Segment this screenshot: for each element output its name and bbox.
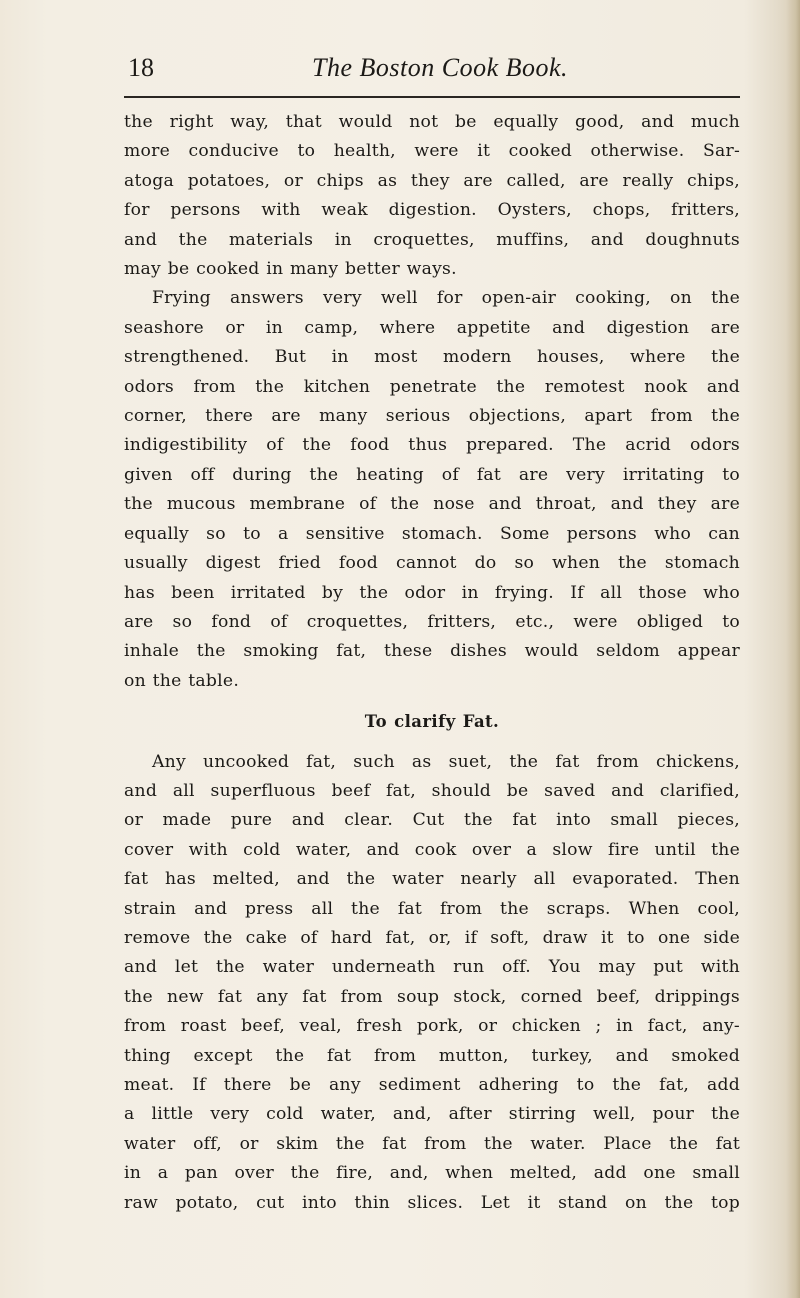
text-line: on the table.: [124, 670, 240, 691]
text-line: given off during the heating of fat are very irritating to: [124, 464, 740, 485]
text-line: indigestibility of the food thus prepared. The acrid odors: [124, 435, 740, 456]
text-line: may be cooked in many better ways.: [124, 259, 457, 280]
text-line: from roast beef, veal, fresh pork, or chicken ; in fact, any-: [124, 1016, 740, 1037]
text-line: the new fat any fat from soup stock, corned beef, drippings: [124, 986, 740, 1007]
text-line: cover with cold water, and cook over a slow fire until the: [124, 839, 740, 860]
text-line: fat has melted, and the water nearly all evaporated. Then: [124, 869, 740, 890]
text-line: remove the cake of hard fat, or, if soft, draw it to one side: [124, 927, 740, 948]
text-line: atoga potatoes, or chips as they are called, are really chips,: [124, 170, 740, 191]
text-line: Any uncooked fat, such as suet, the fat from chickens,: [152, 751, 740, 772]
running-title: The Boston Cook Book.: [312, 53, 569, 82]
text-line: the right way, that would not be equally good, and much: [124, 112, 740, 132]
text-line: strain and press all the fat from the scraps. When cool,: [124, 898, 740, 919]
text-line: has been irritated by the odor in frying. If all those who: [124, 582, 740, 603]
text-line: and all superfluous beef fat, should be saved and clarified,: [124, 780, 740, 801]
text-line: inhale the smoking fat, these dishes would seldom appear: [124, 641, 740, 662]
text-line: corner, there are many serious objections, apart from the: [124, 406, 740, 427]
text-line: and the materials in croquettes, muffins, and doughnuts: [124, 229, 740, 250]
page-number: 18: [128, 53, 154, 82]
text-line: or made pure and clear. Cut the fat into small pieces,: [124, 810, 740, 831]
text-line: seashore or in camp, where appetite and digestion are: [124, 317, 740, 338]
paragraph-frying-open-air: [124, 284, 752, 696]
text-line: and let the water underneath run off. You may put with: [124, 957, 740, 978]
text-line: are so fond of croquettes, fritters, etc., were obliged to: [124, 611, 740, 632]
text-line: equally so to a sensitive stomach. Some persons who can: [124, 523, 740, 544]
text-line: more conducive to health, were it cooked otherwise. Sar-: [124, 141, 740, 162]
header-rule: [124, 96, 740, 98]
text-line: for persons with weak digestion. Oysters, chops, fritters,: [124, 200, 740, 221]
text-line: Frying answers very well for open-air cooking, on the: [152, 288, 740, 309]
text-line: odors from the kitchen penetrate the remotest nook and: [124, 376, 740, 397]
body-text: [124, 108, 752, 1218]
text-line: thing except the fat from mutton, turkey, and smoked: [124, 1045, 740, 1066]
paragraph-frying-health: [124, 108, 752, 284]
section-heading: To clarify Fat.: [364, 712, 500, 732]
text-line: the mucous membrane of the nose and throat, and they are: [124, 494, 740, 515]
text-line: strengthened. But in most modern houses, where the: [124, 347, 740, 368]
text-line: meat. If there be any sediment adhering to the fat, add: [124, 1075, 740, 1095]
text-line: water off, or skim the fat from the water. Place the fat: [124, 1133, 740, 1154]
text-line: a little very cold water, and, after stirring well, pour the: [124, 1104, 740, 1125]
text-line: in a pan over the fire, and, when melted, add one small: [124, 1163, 740, 1184]
text-line: raw potato, cut into thin slices. Let it stand on the top: [124, 1192, 740, 1213]
text-line: usually digest fried food cannot do so when the stomach: [124, 553, 740, 574]
page-header: [124, 50, 740, 90]
page-edge-shadow: [786, 0, 800, 1298]
paragraph-clarify-fat: [124, 748, 752, 1219]
